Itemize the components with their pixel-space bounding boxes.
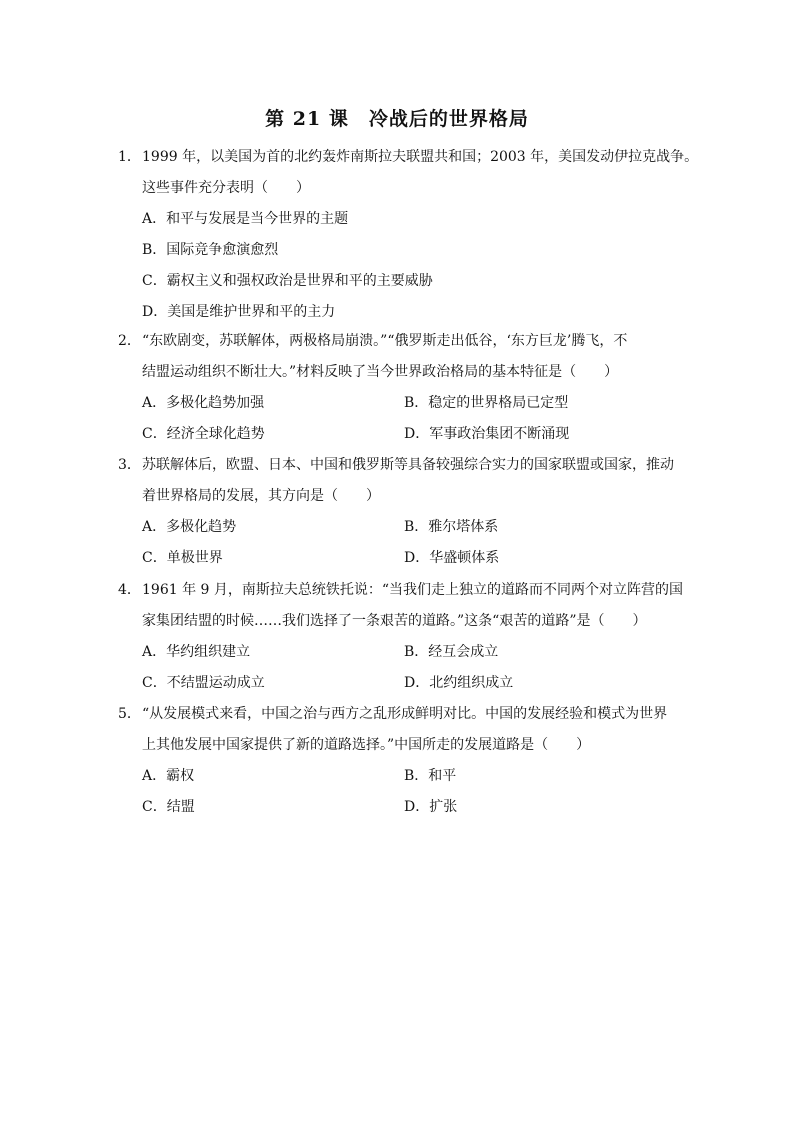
option-a: A．霸权 (142, 768, 195, 784)
question-number: 1． (118, 149, 141, 165)
option-a: A．和平与发展是当今世界的主题 (142, 211, 349, 227)
option-b: B．经互会成立 (404, 644, 499, 660)
question-text: 苏联解体后，欧盟、日本、中国和俄罗斯等具备较强综合实力的国家联盟或国家，推动 (142, 457, 674, 473)
option-a: A．多极化趋势 (142, 519, 237, 535)
question-3 (118, 450, 678, 574)
option-d: D．军事政治集团不断涌现 (404, 426, 570, 442)
option-c: C．经济全球化趋势 (142, 426, 265, 442)
option-d: D．美国是维护世界和平的主力 (142, 304, 336, 320)
question-text-continued: 家集团结盟的时候……我们选择了一条艰苦的道路。”这条“艰苦的道路”是（ ） (142, 613, 647, 629)
option-a: A．多极化趋势加强 (142, 395, 265, 411)
question-text-continued: 这些事件充分表明（ ） (142, 180, 310, 196)
question-text: “从发展模式来看，中国之治与西方之乱形成鲜明对比。中国的发展经验和模式为世界 (142, 706, 668, 722)
question-2 (118, 326, 678, 450)
question-number: 4． (118, 582, 141, 598)
question-number: 2． (118, 333, 141, 349)
question-text-continued: 结盟运动组织不断壮大。”材料反映了当今世界政治格局的基本特征是（ ） (142, 364, 619, 380)
option-b: B．稳定的世界格局已定型 (404, 395, 569, 411)
option-c: C．不结盟运动成立 (142, 675, 265, 691)
question-text: 1999 年，以美国为首的北约轰炸南斯拉夫联盟共和国；2003 年，美国发动伊拉克战争。 (142, 149, 699, 165)
option-b: B．雅尔塔体系 (404, 519, 499, 535)
question-5 (118, 699, 678, 823)
option-c: C．单极世界 (142, 550, 223, 566)
option-d: D．北约组织成立 (404, 675, 514, 691)
option-c: C．霸权主义和强权政治是世界和平的主要威胁 (142, 273, 433, 289)
option-d: D．华盛顿体系 (404, 550, 500, 566)
option-b: B．和平 (404, 768, 457, 784)
question-text-continued: 上其他发展中国家提供了新的道路选择。”中国所走的发展道路是（ ） (142, 737, 591, 753)
option-a: A．华约组织建立 (142, 644, 251, 660)
option-d: D．扩张 (404, 799, 458, 815)
question-1 (118, 142, 699, 328)
option-b: B．国际竞争愈演愈烈 (142, 242, 279, 258)
page-title: 第 21 课 冷战后的世界格局 (265, 108, 529, 130)
question-number: 5． (118, 706, 141, 722)
question-text-continued: 着世界格局的发展，其方向是（ ） (142, 488, 380, 504)
question-4 (118, 575, 684, 699)
question-number: 3． (118, 457, 141, 473)
option-c: C．结盟 (142, 799, 195, 815)
question-text: 1961 年 9 月，南斯拉夫总统铁托说：“当我们走上独立的道路而不同两个对立阵营的国 (142, 582, 684, 598)
question-text: “东欧剧变，苏联解体，两极格局崩溃。”“俄罗斯走出低谷，‘东方巨龙’腾飞，不 (142, 333, 628, 349)
